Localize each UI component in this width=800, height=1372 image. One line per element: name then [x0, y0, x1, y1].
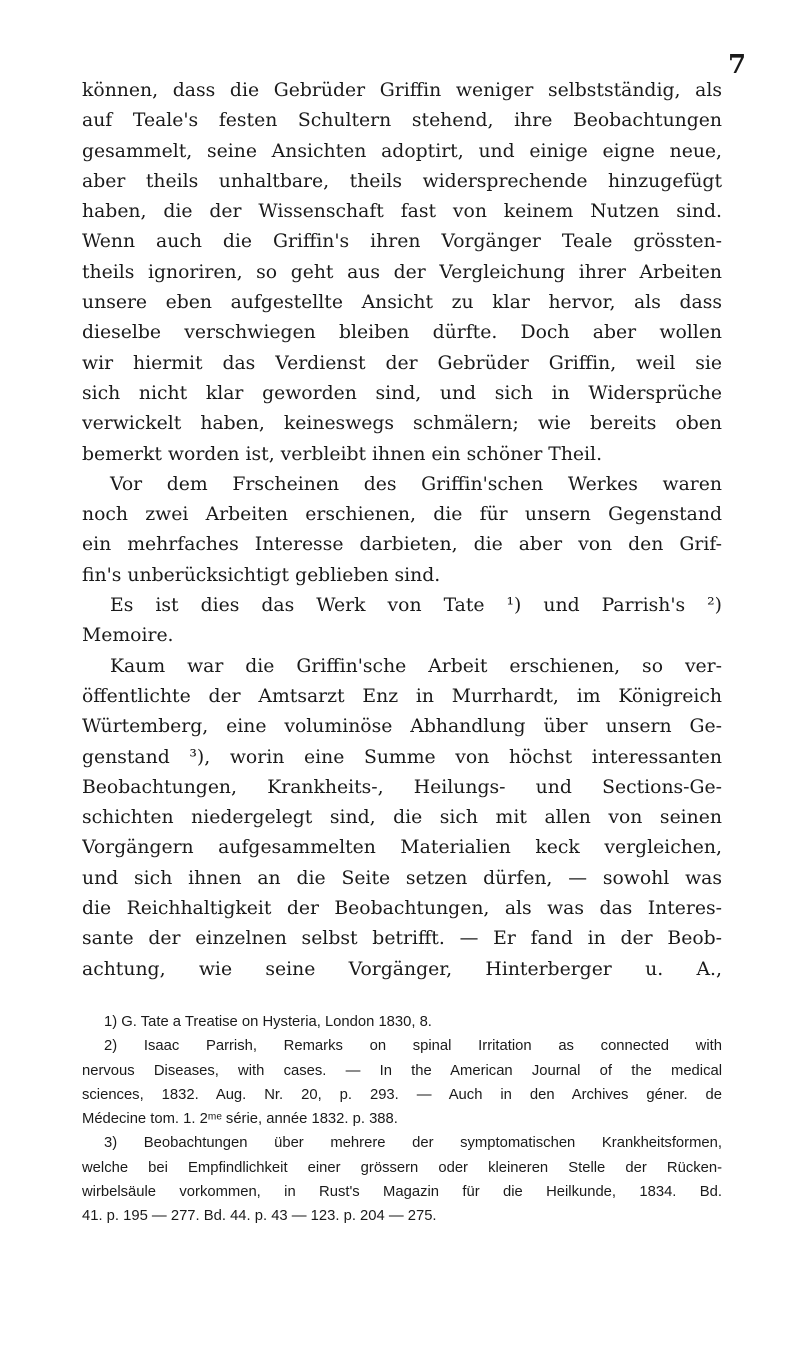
body-text	[82, 76, 722, 985]
footnote-line: 2) Isaac Parrish, Remarks on spinal Irritation as connected with	[104, 1038, 722, 1055]
footnote-line: 1) G. Tate a Treatise on Hysteria, London 1830, 8.	[104, 1014, 432, 1030]
text-line: unsere eben aufgestellte Ansicht zu klar hervor, als dass	[82, 292, 722, 314]
text-line: wir hiermit das Verdienst der Gebrüder Griffin, weil sie	[82, 352, 722, 374]
text-line: ein mehrfaches Interesse darbieten, die aber von den Grif-	[82, 534, 722, 556]
footnote-line: nervous Diseases, with cases. — In the American Journal of the medical	[82, 1062, 722, 1079]
text-line: verwickelt haben, keineswegs schmälern; wie bereits oben	[82, 413, 722, 435]
footnotes	[82, 1010, 722, 1229]
text-line: noch zwei Arbeiten erschienen, die für unsern Gegenstand	[82, 504, 722, 526]
text-line: schichten niedergelegt sind, die sich mit allen von seinen	[82, 807, 722, 829]
footnote-line: wirbelsäule vorkommen, in Rust's Magazin für die Heilkunde, 1834. Bd.	[82, 1184, 722, 1201]
text-line: sich nicht klar geworden sind, und sich in Widersprüche	[82, 382, 722, 404]
page-number: 7	[728, 50, 747, 80]
text-line: Es ist dies das Werk von Tate ¹) und Parrish's ²)	[110, 595, 722, 617]
text-line: achtung, wie seine Vorgänger, Hinterberger u. A.,	[82, 958, 722, 980]
text-line: auf Teale's festen Schultern stehend, ihre Beobachtungen	[82, 110, 722, 132]
footnote-line: 41. p. 195 — 277. Bd. 44. p. 43 — 123. p. 204 — 275.	[82, 1208, 437, 1225]
text-line: genstand ³), worin eine Summe von höchst interessanten	[82, 746, 722, 768]
footnote-line: welche bei Empfindlichkeit einer grössern oder kleineren Stelle der Rücken-	[82, 1159, 722, 1176]
text-line: bemerkt worden ist, verbleibt ihnen ein schöner Theil.	[82, 443, 603, 465]
footnote-line: sciences, 1832. Aug. Nr. 20, p. 293. — Auch in den Archives géner. de	[82, 1086, 722, 1103]
text-line: gesammelt, seine Ansichten adoptirt, und einige eigne neue,	[82, 140, 722, 162]
text-line: sante der einzelnen selbst betrifft. — Er fand in der Beob-	[82, 928, 722, 950]
text-line: fin's unberücksichtigt geblieben sind.	[82, 564, 441, 586]
text-line: dieselbe verschwiegen bleiben dürfte. Doch aber wollen	[82, 322, 722, 344]
text-line: und sich ihnen an die Seite setzen dürfen, — sowohl was	[82, 867, 722, 889]
text-line: Kaum war die Griffin'sche Arbeit erschienen, so ver-	[110, 655, 722, 677]
footnote-line: Médecine tom. 1. 2ᵐᵉ série, année 1832. p. 388.	[82, 1111, 398, 1128]
text-line: haben, die der Wissenschaft fast von keinem Nutzen sind.	[82, 201, 722, 223]
text-line: theils ignoriren, so geht aus der Vergleichung ihrer Arbeiten	[82, 261, 722, 283]
text-line: Wenn auch die Griffin's ihren Vorgänger Teale grössten-	[82, 231, 722, 253]
text-line: Würtemberg, eine voluminöse Abhandlung über unsern Ge-	[82, 716, 722, 738]
text-line: öffentlichte der Amtsarzt Enz in Murrhardt, im Königreich	[82, 685, 722, 707]
text-line: aber theils unhaltbare, theils widersprechende hinzugefügt	[82, 170, 722, 192]
text-line: können, dass die Gebrüder Griffin weniger selbstständig, als	[82, 80, 722, 101]
text-line: Beobachtungen, Krankheits-, Heilungs- und Sections-Ge-	[82, 776, 722, 798]
footnote-line: 3) Beobachtungen über mehrere der symptomatischen Krankheitsformen,	[104, 1135, 722, 1152]
text-line: Vorgängern aufgesammelten Materialien keck vergleichen,	[82, 837, 722, 859]
text-line: Memoire.	[82, 625, 174, 647]
text-line: Vor dem Frscheinen des Griffin'schen Werkes waren	[110, 473, 722, 495]
text-line: die Reichhaltigkeit der Beobachtungen, als was das Interes-	[82, 898, 722, 920]
